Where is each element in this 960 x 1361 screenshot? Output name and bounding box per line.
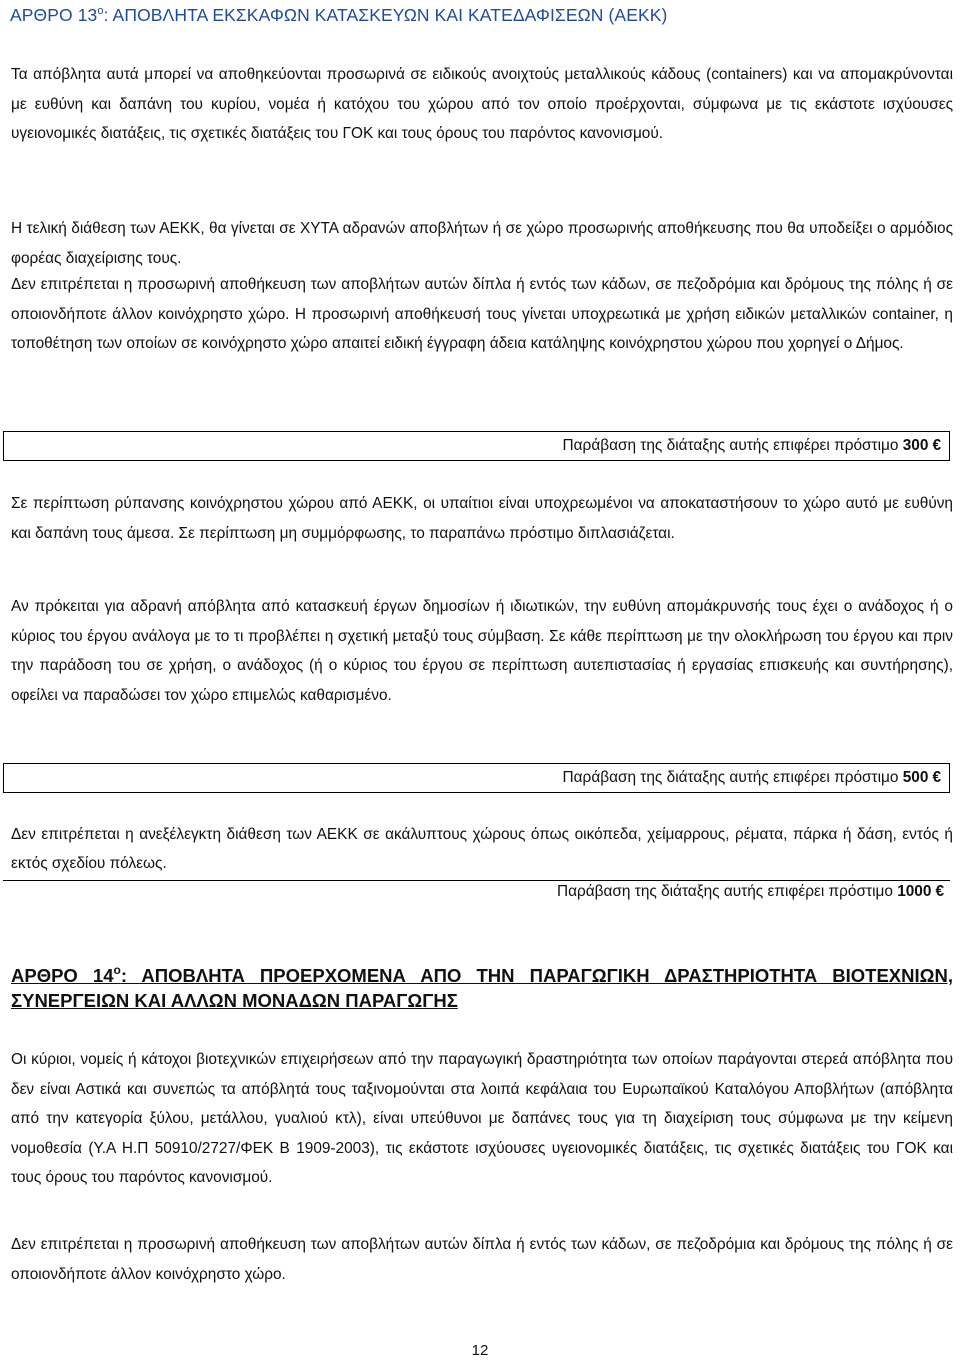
- fine-notice-300: [563, 435, 941, 457]
- article-13-prefix: ΑΡΘΡΟ 13: [10, 5, 98, 25]
- article-13-paragraph-2: Η τελική διάθεση των ΑΕΚΚ, θα γίνεται σε ΧΥΤΑ αδρανών αποβλήτων ή σε χώρο προσωρινής αποθήκευσης που θα υποδείξει ο αρμόδιος φορέας διαχείρισης τους.: [11, 220, 953, 267]
- fine-amount: 300: [902, 437, 929, 454]
- article-13-ordinal: ο: [97, 5, 104, 17]
- article-14-heading: [11, 963, 953, 1013]
- fine-box-500: [3, 763, 950, 793]
- article-13-paragraph-5: Αν πρόκειται για αδρανή απόβλητα από κατασκευή έργων δημοσίων ή ιδιωτικών, την ευθύνη απομάκρυνσής τους έχει ο ανάδοχος ή ο κύριος του έργου ανάλογα με το τι προβλέπει η σχετική μεταξύ τους σύμβαση. Σε κάθε περίπτωση με την ολοκλήρωση του έργου και πριν την παράδοση του σε χρήση, ο ανάδοχος (ή ο κύριος του έργου σε περίπτωση αυτεπιστασίας ή εργασίας επισκευής και συντήρησης), οφείλει να παραδώσει τον χώρο επιμελώς καθαρισμένο.: [11, 598, 953, 704]
- article-14-prefix: ΑΡΘΡΟ 14: [11, 965, 114, 986]
- fine-notice-500: [563, 767, 941, 789]
- page-number: 12: [471, 1342, 489, 1359]
- article-14-ordinal: ο: [113, 963, 121, 977]
- fine-text: Παράβαση της διάταξης αυτής επιφέρει πρόστιμο: [556, 883, 898, 900]
- article-13-paragraph-1: Τα απόβλητα αυτά μπορεί να αποθηκεύονται προσωρινά σε ειδικούς ανοιχτούς μεταλλικούς κάδους (containers) και να απομακρύνονται με ευθύνη και δαπάνη του κυρίου, νομέα ή κατόχου του χώρου από τον οποίο προέρχονται, σύμφωνα με τις εκάστοτε ισχύουσες υγειονομικές διατάξεις, τις σχετικές διατάξεις του ΓΟΚ και τους όρους του παρόντος κανονισμού.: [11, 66, 953, 142]
- article-13-title: : ΑΠΟΒΛΗΤΑ ΕΚΣΚΑΦΩΝ ΚΑΤΑΣΚΕΥΩΝ ΚΑΙ ΚΑΤΕΔΑΦΙΣΕΩΝ (ΑΕΚΚ): [103, 5, 668, 25]
- article-13-heading: [10, 4, 940, 26]
- article-13-paragraph-4: Σε περίπτωση ρύπανσης κοινόχρηστου χώρου από ΑΕΚΚ, οι υπαίτιοι είναι υποχρεωμένοι να αποκαταστήσουν το χώρο αυτό με ευθύνη και δαπάνη τους άμεσα. Σε περίπτωση μη συμμόρφωσης, το παραπάνω πρόστιμο διπλασιάζεται.: [11, 495, 953, 542]
- fine-amount: 1000: [897, 883, 932, 900]
- euro-symbol: €: [932, 769, 941, 786]
- article-13-paragraph-3: Δεν επιτρέπεται η προσωρινή αποθήκευση των αποβλήτων αυτών δίπλα ή εντός των κάδων, σε πεζοδρόμια και δρόμους της πόλης ή σε οποιονδήποτε άλλον κοινόχρηστο χώρο. Η προσωρινή αποθήκευσή τους γίνεται υποχρεωτικά με χρήση ειδικών μεταλλικών container, η τοποθέτηση των οποίων σε κοινόχρηστο χώρο απαιτεί ειδική έγγραφη άδεια κατάληψης κοινόχρηστου χώρου που χορηγεί ο Δήμος.: [11, 276, 953, 352]
- euro-symbol: €: [935, 883, 944, 900]
- article-14-paragraph-1: Οι κύριοι, νομείς ή κάτοχοι βιοτεχνικών επιχειρήσεων από την παραγωγική δραστηριότητα των οποίων παράγονται στερεά απόβλητα που δεν είναι Αστικά και συνεπώς τα απόβλητά τους ταξινομούνται στα λοιπά κεφάλαια του Ευρωπαϊκού Καταλόγου Αποβλήτων (απόβλητα από την κατεγορία ξύλου, μετάλλου, γυαλιού κτλ), είναι υπεύθυνοι με δαπάνες τους για τη διαχείριση τους σύμφωνα με την κείμενη νομοθεσία (Υ.Α Η.Π 50910/2727/ΦΕΚ Β 1909-2003), τις εκάστοτε ισχύουσες υγειονομικές διατάξεις, τις σχετικές διατάξεις του ΓΟΚ και τους όρους του παρόντος κανονισμού.: [11, 1051, 953, 1186]
- fine-text: Παράβαση της διάταξης αυτής επιφέρει πρόστιμο: [562, 437, 903, 454]
- article-14-title: : ΑΠΟΒΛΗΤΑ ΠΡΟΕΡΧΟΜΕΝΑ ΑΠΟ ΤΗΝ ΠΑΡΑΓΩΓΙΚΗ ΔΡΑΣΤΗΡΙΟΤΗΤΑ ΒΙΟΤΕΧΝΙΩΝ, ΣΥΝΕΡΓΕΙΩΝ ΚΑΙ ΑΛΛΩΝ ΜΟΝΑΔΩΝ ΠΑΡΑΓΩΓΗΣ: [11, 965, 953, 1011]
- article-14-paragraph-2: Δεν επιτρέπεται η προσωρινή αποθήκευση των αποβλήτων αυτών δίπλα ή εντός των κάδων, σε πεζοδρόμια και δρόμους της πόλης ή σε οποιονδήποτε άλλον κοινόχρηστο χώρο.: [11, 1236, 953, 1283]
- fine-notice-1000: [557, 881, 944, 903]
- euro-symbol: €: [932, 437, 941, 454]
- fine-box-300: [3, 431, 950, 461]
- fine-amount: 500: [902, 769, 929, 786]
- article-13-paragraph-6: Δεν επιτρέπεται η ανεξέλεγκτη διάθεση των ΑΕΚΚ σε ακάλυπτους χώρους όπως οικόπεδα, χείμαρρους, ρέματα, πάρκα ή δάση, εντός ή εκτός σχεδίου πόλεως.: [11, 826, 953, 872]
- fine-text: Παράβαση της διάταξης αυτής επιφέρει πρόστιμο: [562, 769, 903, 786]
